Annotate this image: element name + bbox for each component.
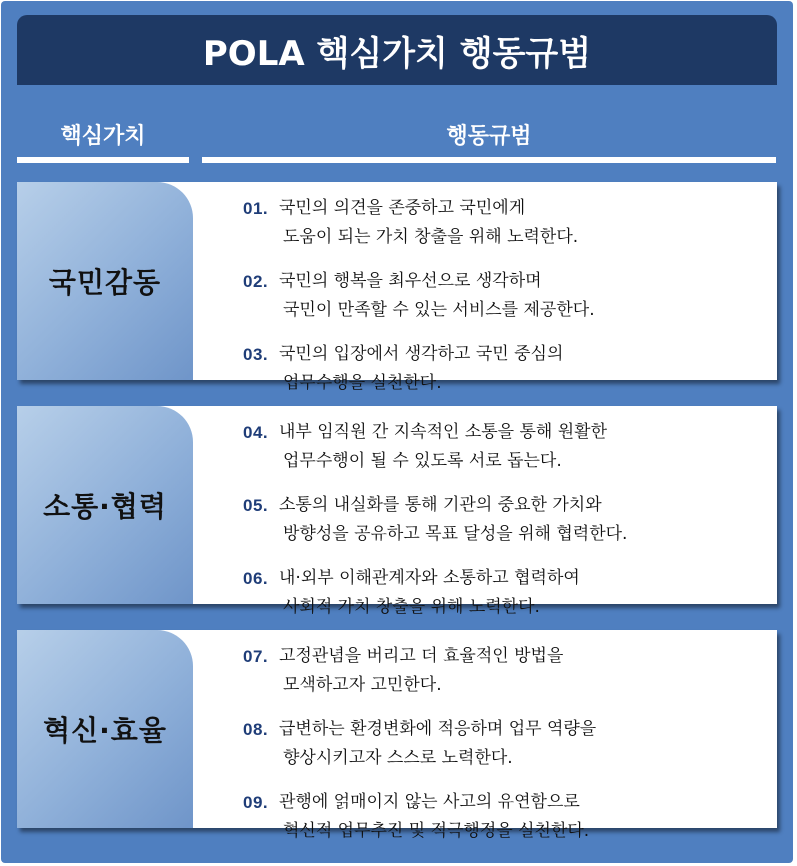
item-line-1: 고정관념을 버리고 더 효율적인 방법을 (279, 646, 564, 666)
conduct-list (243, 642, 769, 846)
list-item (243, 267, 769, 325)
item-text (279, 267, 595, 325)
item-number: 03. (243, 345, 269, 364)
section-communication-cooperation (17, 406, 777, 617)
item-line-2: 업무수행이 될 수 있도록 서로 돕는다. (283, 451, 562, 471)
item-line-2: 향상시키고자 스스로 노력한다. (283, 748, 513, 768)
list-item (243, 418, 769, 476)
column-header-code-of-conduct: 행동규범 (446, 124, 532, 149)
item-line-1: 소통의 내실화를 통해 기관의 중요한 가치와 (279, 495, 602, 515)
list-item (243, 194, 769, 252)
item-line-1: 관행에 얽매이지 않는 사고의 유연함으로 (279, 792, 580, 812)
list-item (243, 788, 769, 846)
list-item (243, 715, 769, 773)
column-divider-right (202, 157, 776, 163)
section-innovation-efficiency (17, 630, 777, 841)
item-text (279, 418, 607, 476)
item-text (279, 788, 589, 846)
page-title: POLA 핵심가치 행동규범 (202, 33, 592, 74)
item-line-1: 내·외부 이해관계자와 소통하고 협력하여 (279, 568, 580, 588)
core-value-label: 소통·협력 (43, 490, 167, 523)
item-number: 04. (243, 423, 269, 442)
list-item (243, 491, 769, 549)
item-line-1: 내부 임직원 간 지속적인 소통을 통해 원활한 (279, 422, 608, 442)
item-line-1: 국민의 의견을 존중하고 국민에게 (279, 198, 526, 218)
item-number: 09. (243, 793, 269, 812)
item-line-2: 업무수행을 실천한다. (283, 373, 442, 393)
item-text (279, 564, 580, 622)
column-header-core-value: 핵심가치 (60, 124, 146, 149)
item-line-2: 국민이 만족할 수 있는 서비스를 제공한다. (283, 300, 595, 320)
item-number: 06. (243, 569, 269, 588)
core-value-box (17, 182, 193, 380)
item-line-1: 국민의 입장에서 생각하고 국민 중심의 (279, 344, 564, 364)
item-line-2: 모색하고자 고민한다. (283, 675, 442, 695)
section-citizen-impression (17, 182, 777, 393)
item-line-1: 급변하는 환경변화에 적응하며 업무 역량을 (279, 719, 597, 739)
item-number: 02. (243, 272, 269, 291)
item-line-2: 방향성을 공유하고 목표 달성을 위해 협력한다. (283, 524, 628, 544)
item-number: 08. (243, 720, 269, 739)
item-text (279, 642, 563, 700)
list-item (243, 642, 769, 700)
core-value-box (17, 630, 193, 828)
item-line-2: 혁신적 업무추진 및 적극행정을 실천한다. (283, 821, 590, 841)
item-line-1: 국민의 행복을 최우선으로 생각하며 (279, 271, 542, 291)
item-line-2: 사회적 가치 창출을 위해 노력한다. (283, 597, 540, 617)
title-bar (17, 15, 777, 85)
item-text (279, 715, 596, 773)
list-item (243, 564, 769, 622)
item-text (279, 491, 627, 549)
core-value-label: 혁신·효율 (43, 714, 167, 747)
item-number: 01. (243, 199, 269, 218)
code-of-conduct-panel (1, 1, 793, 863)
list-item (243, 340, 769, 398)
conduct-list (243, 194, 769, 398)
item-text (279, 340, 563, 398)
column-divider-left (17, 157, 189, 163)
item-text (279, 194, 578, 252)
core-value-box (17, 406, 193, 604)
conduct-list (243, 418, 769, 622)
item-number: 07. (243, 647, 269, 666)
item-number: 05. (243, 496, 269, 515)
core-value-label: 국민감동 (48, 266, 162, 299)
item-line-2: 도움이 되는 가치 창출을 위해 노력한다. (283, 227, 579, 247)
